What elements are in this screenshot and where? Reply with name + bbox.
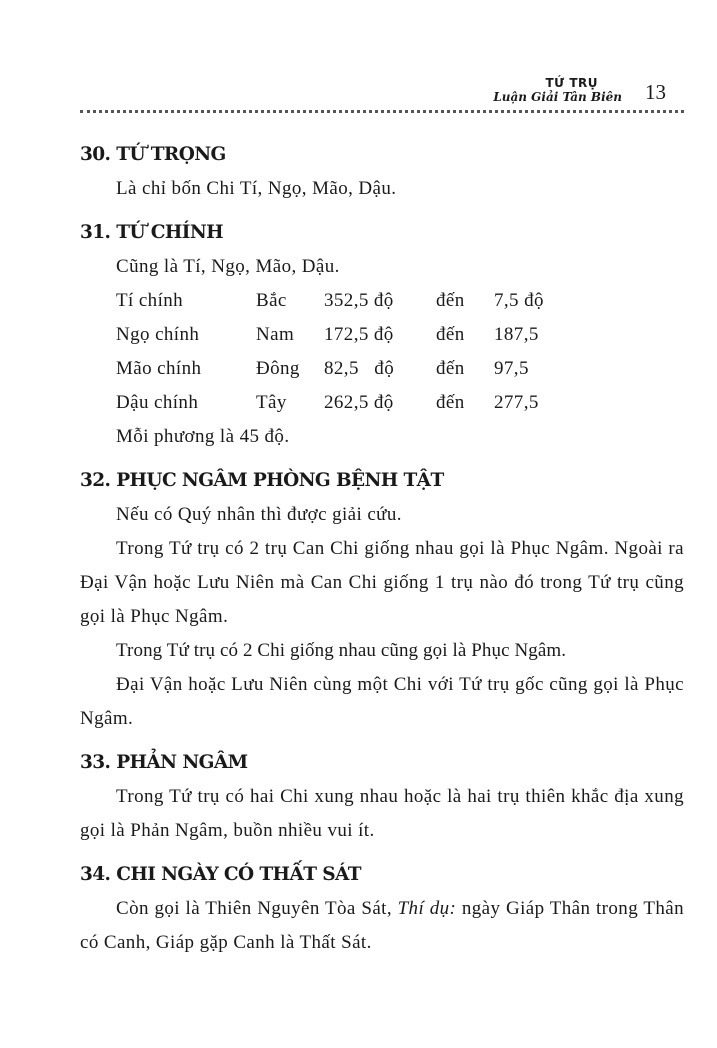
direction-row: [80, 352, 684, 386]
row-to-word: đến: [436, 358, 465, 379]
row-direction: Tây: [256, 392, 287, 413]
row-name: Dậu chính: [116, 392, 199, 413]
section-heading: 34. CHI NGÀY CÓ THẤT SÁT: [80, 864, 361, 885]
row-from: 82,5 độ: [324, 358, 395, 379]
page-body: [80, 138, 684, 970]
section-30: [80, 138, 684, 206]
paragraph: Cũng là Tí, Ngọ, Mão, Dậu.: [116, 256, 340, 277]
section-heading: 30. TỨ TRỌNG: [80, 144, 226, 165]
row-to-word: đến: [436, 290, 465, 311]
paragraph: Trong Tứ trụ có 2 trụ Can Chi giống nhau gọi là Phục Ngâm. Ngoài ra Đại Vận hoặc Lưu Niên mà Can Chi giống 1 trụ nào đó trong Tứ trụ cũng gọi là Phục Ngâm.: [80, 538, 684, 627]
row-to: 277,5: [494, 392, 539, 413]
row-to-word: đến: [436, 324, 465, 345]
row-name: Tí chính: [116, 290, 184, 311]
book-title: TỨ TRỤ: [545, 76, 598, 90]
paragraph-text: ngày Giáp Thân trong Thân có Canh, Giáp gặp Canh là Thất Sát.: [80, 898, 685, 953]
row-to-word: đến: [436, 392, 465, 413]
row-from: 262,5 độ: [324, 392, 394, 413]
paragraph: [80, 892, 684, 960]
section-heading: 33. PHẢN NGÂM: [80, 752, 248, 773]
page-number: 13: [645, 80, 666, 104]
row-to: 7,5 độ: [494, 290, 544, 311]
example-label: Thí dụ:: [397, 898, 457, 919]
row-direction: Nam: [256, 324, 295, 345]
row-to: 187,5: [494, 324, 539, 345]
header-divider: [80, 110, 684, 113]
row-name: Ngọ chính: [116, 324, 200, 345]
section-31: [80, 216, 684, 454]
section-32: [80, 464, 684, 736]
row-direction: Đông: [256, 358, 300, 379]
paragraph: Nếu có Quý nhân thì được giải cứu.: [116, 504, 402, 525]
section-34: [80, 858, 684, 960]
direction-row: [80, 284, 684, 318]
paragraph: Mỗi phương là 45 độ.: [116, 426, 290, 447]
row-direction: Bắc: [256, 290, 287, 311]
paragraph-text: Còn gọi là Thiên Nguyên Tòa Sát,: [116, 898, 398, 919]
book-subtitle: Luận Giải Tân Biên: [493, 90, 622, 104]
paragraph: Trong Tứ trụ có hai Chi xung nhau hoặc là hai trụ thiên khắc địa xung gọi là Phản Ngâm, buồn nhiều vui ít.: [80, 786, 684, 841]
row-from: 352,5 độ: [324, 290, 394, 311]
running-header: [80, 74, 684, 114]
direction-row: [80, 318, 684, 352]
paragraph: Trong Tứ trụ có 2 Chi giống nhau cũng gọi là Phục Ngâm.: [116, 640, 567, 661]
section-33: [80, 746, 684, 848]
paragraph: Đại Vận hoặc Lưu Niên cùng một Chi với Tứ trụ gốc cũng gọi là Phục Ngâm.: [80, 674, 684, 729]
direction-row: [80, 386, 684, 420]
section-heading: 31. TỨ CHÍNH: [80, 222, 224, 243]
section-heading: 32. PHỤC NGÂM PHÒNG BỆNH TẬT: [80, 470, 444, 491]
paragraph: Là chỉ bốn Chi Tí, Ngọ, Mão, Dậu.: [116, 178, 397, 199]
row-name: Mão chính: [116, 358, 202, 379]
row-to: 97,5: [494, 358, 529, 379]
row-from: 172,5 độ: [324, 324, 394, 345]
